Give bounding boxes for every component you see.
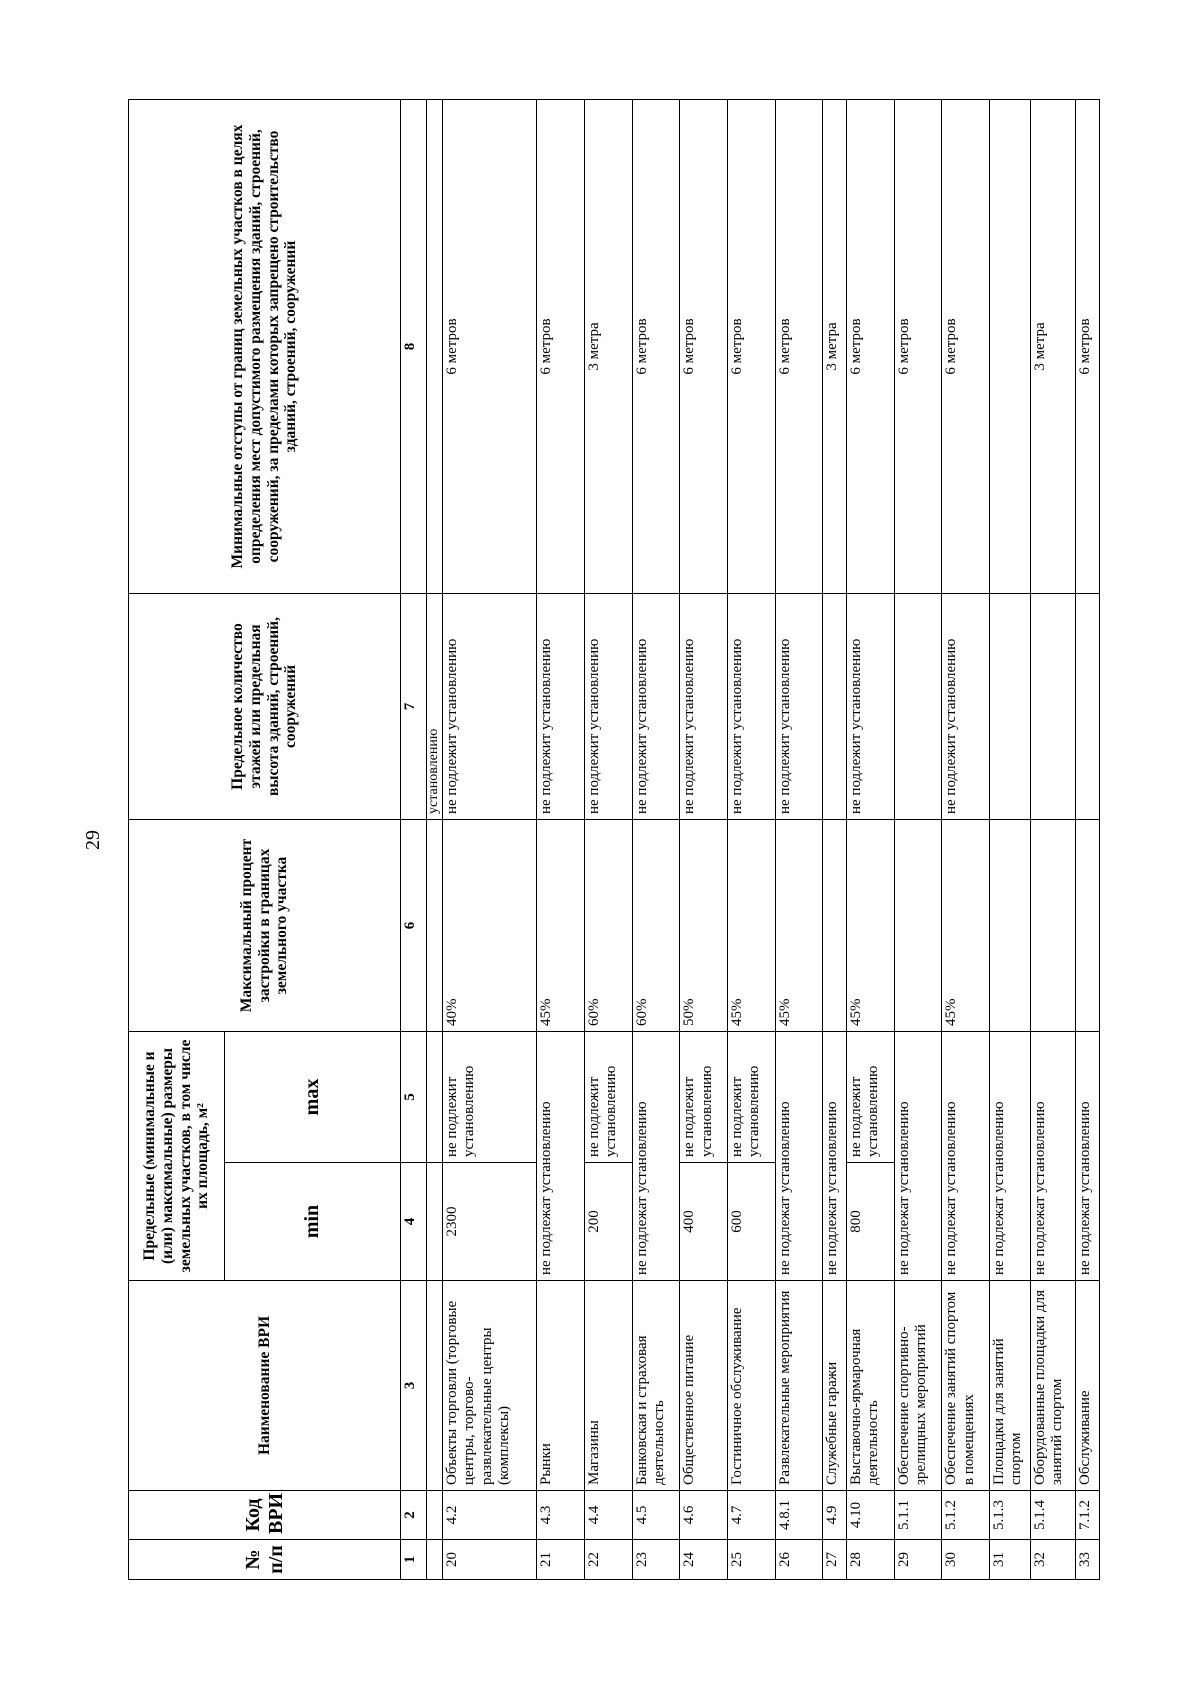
row-code: 4.9 <box>823 1491 847 1540</box>
row-max: не подлежит установлению <box>847 1032 895 1163</box>
carry-over-floors: установлению <box>426 594 442 820</box>
empty-cell <box>990 820 1031 1032</box>
row-name: Оборудованные площадки для занятий спортом <box>1030 1281 1075 1491</box>
empty-cell <box>1076 820 1100 1032</box>
row-setback: 6 метров <box>1076 100 1100 594</box>
row-code: 4.4 <box>585 1491 633 1540</box>
row-min: 800 <box>847 1163 895 1281</box>
row-name: Развлекательные мероприятия <box>775 1281 823 1491</box>
table-row <box>942 100 990 1580</box>
row-name: Служебные гаражи <box>823 1281 847 1491</box>
col-num: 8 <box>401 100 427 594</box>
row-setback: 6 метров <box>537 100 585 594</box>
col-num: 2 <box>401 1491 427 1540</box>
row-percent: 45% <box>847 820 895 1032</box>
row-code: 4.3 <box>537 1491 585 1540</box>
header-percent: Максимальный процент застройки в границах земельного участка <box>129 820 401 1032</box>
row-area: не подлежат установлению <box>990 1032 1031 1281</box>
empty-cell <box>894 594 942 820</box>
row-name: Рынки <box>537 1281 585 1491</box>
table-row <box>585 100 633 1580</box>
row-setback: 6 метров <box>775 100 823 594</box>
row-no: 24 <box>680 1540 728 1580</box>
header-max: max <box>225 1032 401 1163</box>
row-code: 4.5 <box>632 1491 680 1540</box>
row-setback: 3 метра <box>823 100 847 594</box>
row-setback: 6 метров <box>942 100 990 594</box>
empty-cell <box>1076 594 1100 820</box>
row-no: 28 <box>847 1540 895 1580</box>
table-row <box>727 100 775 1580</box>
row-code: 4.7 <box>727 1491 775 1540</box>
empty-cell <box>426 100 442 594</box>
row-area: не подлежат установлению <box>775 1032 823 1281</box>
row-setback: 6 метров <box>847 100 895 594</box>
table-row <box>894 100 942 1580</box>
column-number-row <box>401 100 427 1580</box>
row-setback: 6 метров <box>894 100 942 594</box>
col-num: 1 <box>401 1540 427 1580</box>
row-code: 7.1.2 <box>1076 1491 1100 1540</box>
row-min: 2300 <box>443 1163 537 1281</box>
row-floors: не подлежит установлению <box>727 594 775 820</box>
row-no: 27 <box>823 1540 847 1580</box>
row-name: Общественное питание <box>680 1281 728 1491</box>
row-percent: 45% <box>942 820 990 1032</box>
row-no: 21 <box>537 1540 585 1580</box>
empty-cell <box>894 820 942 1032</box>
col-num: 5 <box>401 1032 427 1163</box>
header-name: Наименование ВРИ <box>129 1281 401 1491</box>
row-no: 23 <box>632 1540 680 1580</box>
row-area: не подлежат установлению <box>823 1032 847 1281</box>
row-min: 400 <box>680 1163 728 1281</box>
row-percent: 40% <box>443 820 537 1032</box>
row-area: не подлежат установлению <box>537 1032 585 1281</box>
header-no: № п/п <box>129 1540 401 1580</box>
empty-cell <box>990 100 1031 594</box>
row-max: не подлежит установлению <box>727 1032 775 1163</box>
row-no: 22 <box>585 1540 633 1580</box>
row-code: 4.2 <box>443 1491 537 1540</box>
row-code: 4.10 <box>847 1491 895 1540</box>
row-name: Обслуживание <box>1076 1281 1100 1491</box>
table-row <box>1076 100 1100 1580</box>
row-setback: 3 метра <box>1030 100 1075 594</box>
row-no: 33 <box>1076 1540 1100 1580</box>
row-name: Обеспечение спортивно-зрелищных мероприятий <box>894 1281 942 1491</box>
row-floors: не подлежит установлению <box>632 594 680 820</box>
table-row <box>537 100 585 1580</box>
table-row <box>847 100 895 1580</box>
row-no: 30 <box>942 1540 990 1580</box>
row-no: 32 <box>1030 1540 1075 1580</box>
row-max: не подлежит установлению <box>680 1032 728 1163</box>
zoning-table <box>128 99 1100 1580</box>
empty-cell <box>823 594 847 820</box>
table-row <box>823 100 847 1580</box>
row-setback: 6 метров <box>727 100 775 594</box>
row-percent: 45% <box>727 820 775 1032</box>
table-row <box>775 100 823 1580</box>
row-name: Банковская и страховая деятельность <box>632 1281 680 1491</box>
row-area: не подлежат установлению <box>1076 1032 1100 1281</box>
row-area: не подлежат установлению <box>1030 1032 1075 1281</box>
row-floors: не подлежит установлению <box>775 594 823 820</box>
row-code: 5.1.1 <box>894 1491 942 1540</box>
row-percent: 45% <box>537 820 585 1032</box>
col-num: 7 <box>401 594 427 820</box>
table-row <box>1030 100 1075 1580</box>
row-name: Площадки для занятий спортом <box>990 1281 1031 1491</box>
header-row <box>129 100 225 1580</box>
row-no: 31 <box>990 1540 1031 1580</box>
row-max: не подлежит установлению <box>443 1032 537 1163</box>
row-percent: 50% <box>680 820 728 1032</box>
row-area: не подлежат установлению <box>894 1032 942 1281</box>
row-floors: не подлежит установлению <box>537 594 585 820</box>
empty-cell <box>426 1491 442 1540</box>
row-name: Выставочно-ярмарочная деятельность <box>847 1281 895 1491</box>
row-no: 20 <box>443 1540 537 1580</box>
header-min: min <box>225 1163 401 1281</box>
empty-cell <box>426 1540 442 1580</box>
row-min: 600 <box>727 1163 775 1281</box>
header-limits: Предельные (минимальные и (или) максимальные) размеры земельных участков, в том числе их площадь, м² <box>129 1032 225 1281</box>
row-percent: 60% <box>632 820 680 1032</box>
row-area: не подлежат установлению <box>632 1032 680 1281</box>
empty-cell <box>426 1281 442 1491</box>
row-floors: не подлежит установлению <box>942 594 990 820</box>
row-percent: 60% <box>585 820 633 1032</box>
row-code: 4.6 <box>680 1491 728 1540</box>
row-floors: не подлежит установлению <box>443 594 537 820</box>
row-setback: 6 метров <box>680 100 728 594</box>
table-row <box>990 100 1031 1580</box>
empty-cell <box>426 1032 442 1163</box>
row-code: 5.1.2 <box>942 1491 990 1540</box>
carry-over-row <box>426 100 442 1580</box>
row-code: 4.8.1 <box>775 1491 823 1540</box>
row-name: Обеспечение занятий спортом в помещениях <box>942 1281 990 1491</box>
empty-cell <box>990 594 1031 820</box>
empty-cell <box>1030 594 1075 820</box>
table-row <box>632 100 680 1580</box>
row-setback: 6 метров <box>443 100 537 594</box>
row-area: не подлежат установлению <box>942 1032 990 1281</box>
row-name: Объекты торговли (торговые центры, торгово-развлекательные центры (комплексы) <box>443 1281 537 1491</box>
empty-cell <box>426 820 442 1032</box>
row-name: Магазины <box>585 1281 633 1491</box>
row-no: 29 <box>894 1540 942 1580</box>
empty-cell <box>823 820 847 1032</box>
empty-cell <box>426 1163 442 1281</box>
row-name: Гостиничное обслуживание <box>727 1281 775 1491</box>
col-num: 4 <box>401 1163 427 1281</box>
empty-cell <box>1030 820 1075 1032</box>
row-max: не подлежит установлению <box>585 1032 633 1163</box>
header-floors: Предельное количество этажей или предельная высота зданий, строений, сооружений <box>129 594 401 820</box>
col-num: 6 <box>401 820 427 1032</box>
row-floors: не подлежит установлению <box>585 594 633 820</box>
col-num: 3 <box>401 1281 427 1491</box>
row-code: 5.1.3 <box>990 1491 1031 1540</box>
table-row <box>680 100 728 1580</box>
row-no: 25 <box>727 1540 775 1580</box>
row-setback: 6 метров <box>632 100 680 594</box>
row-no: 26 <box>775 1540 823 1580</box>
row-setback: 3 метра <box>585 100 633 594</box>
header-setback: Минимальные отступы от границ земельных участков в целях определения мест допустимого размещения зданий, строений, сооружений, за пределами которых запрещено строительство зданий, строений, сооружений <box>129 100 401 594</box>
rotated-page <box>128 100 1100 1580</box>
table-row <box>443 100 537 1580</box>
page-number: 29 <box>82 830 104 850</box>
row-code: 5.1.4 <box>1030 1491 1075 1540</box>
row-percent: 45% <box>775 820 823 1032</box>
row-min: 200 <box>585 1163 633 1281</box>
row-floors: не подлежит установлению <box>680 594 728 820</box>
row-floors: не подлежит установлению <box>847 594 895 820</box>
header-code: Код ВРИ <box>129 1491 401 1540</box>
